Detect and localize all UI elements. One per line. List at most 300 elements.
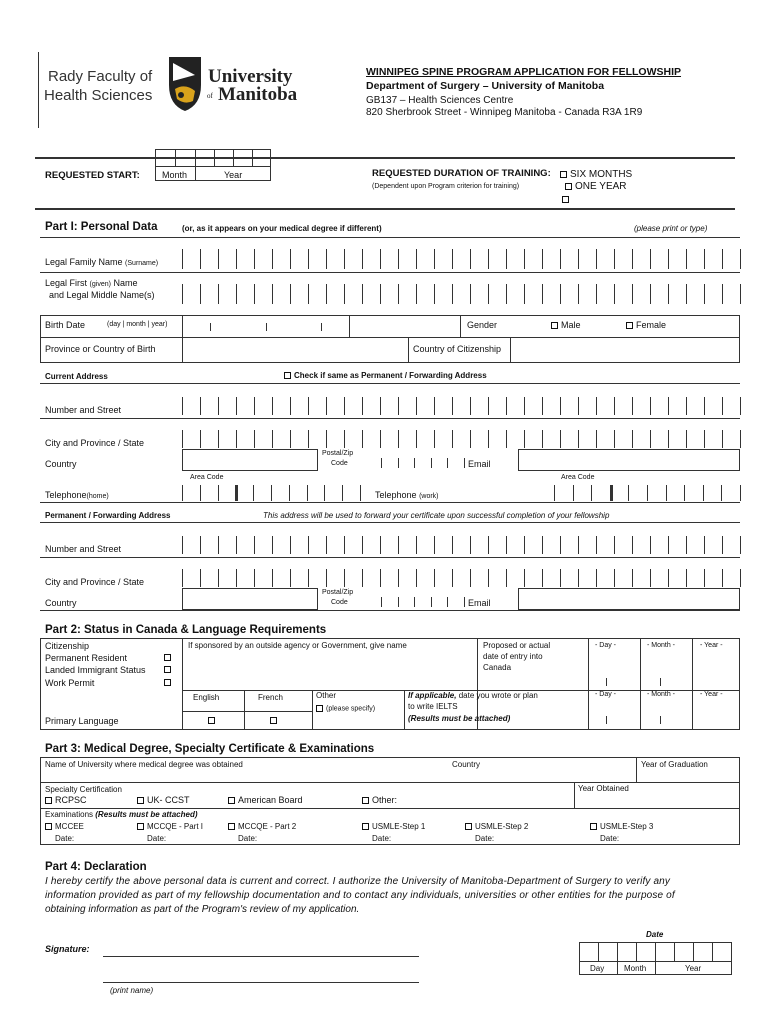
char-tick xyxy=(668,536,669,554)
char-tick xyxy=(344,397,345,415)
permanent-resident: Permanent Resident xyxy=(45,653,128,663)
char-tick xyxy=(254,536,255,554)
char-tick xyxy=(434,536,435,554)
char-tick xyxy=(596,249,597,269)
char-tick xyxy=(632,249,633,269)
char-tick xyxy=(488,397,489,415)
char-tick xyxy=(596,397,597,415)
current-country-field[interactable] xyxy=(182,449,318,471)
char-tick xyxy=(647,485,648,501)
first-label-text: Legal First xyxy=(45,278,88,288)
char-tick xyxy=(488,249,489,269)
mccqe1-label: MCCQE - Part I xyxy=(147,822,204,831)
char-tick xyxy=(578,569,579,587)
char-tick xyxy=(272,249,273,269)
checkbox-icon[interactable] xyxy=(137,823,144,830)
char-tick xyxy=(308,569,309,587)
char-tick xyxy=(414,597,415,607)
ukccst-option[interactable] xyxy=(137,795,190,805)
char-tick xyxy=(362,536,363,554)
char-tick xyxy=(272,284,273,304)
gender-label: Gender xyxy=(467,320,498,330)
char-tick xyxy=(470,536,471,554)
one-year-label: ONE YEAR xyxy=(575,181,627,192)
work-permit-checkbox[interactable] xyxy=(164,679,171,686)
char-tick xyxy=(326,430,327,448)
char-tick xyxy=(578,536,579,554)
permanent-resident-checkbox[interactable] xyxy=(164,654,171,661)
char-tick xyxy=(290,249,291,269)
char-tick xyxy=(344,284,345,304)
char-tick xyxy=(434,430,435,448)
char-tick xyxy=(686,397,687,415)
char-tick xyxy=(614,569,615,587)
current-street-label: Number and Street xyxy=(45,405,122,415)
work-note: (work) xyxy=(419,493,439,500)
primary-language: Primary Language xyxy=(45,716,119,726)
rule xyxy=(35,157,735,159)
char-tick xyxy=(254,569,255,587)
telephone-home-label xyxy=(45,490,109,501)
year-label: Year xyxy=(224,170,243,180)
char-tick xyxy=(253,485,254,501)
part4-title: Part 4: Declaration xyxy=(45,861,147,873)
char-tick xyxy=(416,569,417,587)
char-tick xyxy=(200,249,201,269)
char-tick xyxy=(326,397,327,415)
perm-country-field[interactable] xyxy=(182,588,318,610)
checkbox-icon[interactable] xyxy=(228,797,235,804)
part2-box xyxy=(40,638,740,730)
ukccst-label: UK- CCST xyxy=(147,795,190,805)
char-tick xyxy=(632,430,633,448)
char-tick xyxy=(542,397,543,415)
landed-immigrant-checkbox[interactable] xyxy=(164,666,171,673)
char-tick xyxy=(628,485,629,501)
char-tick xyxy=(324,485,325,501)
char-tick xyxy=(380,430,381,448)
char-tick xyxy=(342,485,343,501)
checkbox-icon[interactable] xyxy=(137,797,144,804)
char-tick xyxy=(452,397,453,415)
char-tick xyxy=(452,430,453,448)
duration-label: REQUESTED DURATION OF TRAINING: xyxy=(372,168,551,179)
char-tick xyxy=(381,458,382,468)
char-tick xyxy=(506,249,507,269)
char-tick xyxy=(452,536,453,554)
char-tick xyxy=(578,430,579,448)
char-tick xyxy=(200,485,201,501)
signature-line[interactable] xyxy=(103,956,419,957)
rcpsc-option[interactable] xyxy=(45,795,87,805)
char-tick xyxy=(380,536,381,554)
char-tick xyxy=(524,569,525,587)
char-tick xyxy=(470,249,471,269)
checkbox-icon[interactable] xyxy=(590,823,597,830)
char-tick xyxy=(416,430,417,448)
family-name-label xyxy=(45,257,158,268)
address-line-2: 820 Sherbrook Street - Winnipeg Manitoba - Canada R3A 1R9 xyxy=(366,107,643,118)
char-tick xyxy=(704,569,705,587)
char-tick xyxy=(452,284,453,304)
char-tick xyxy=(290,284,291,304)
specify-label: (please specify) xyxy=(326,705,376,713)
checkbox-icon[interactable] xyxy=(565,183,572,190)
char-tick xyxy=(398,284,399,304)
char-tick xyxy=(200,284,201,304)
mccee-label: MCCEE xyxy=(55,822,84,831)
char-tick xyxy=(470,430,471,448)
university-wordmark-2: Manitoba xyxy=(218,84,298,105)
duration-note: (Dependent upon Program criterion for training) xyxy=(372,183,520,190)
month-label-2: Month xyxy=(624,964,647,973)
char-tick xyxy=(614,430,615,448)
citizenship-status: Citizenship xyxy=(45,641,90,651)
checkbox-icon[interactable] xyxy=(560,171,567,178)
char-tick xyxy=(447,458,448,468)
char-tick xyxy=(596,569,597,587)
option-six-months[interactable] xyxy=(560,169,632,181)
mccqe2-label: MCCQE - Part 2 xyxy=(238,822,297,831)
char-tick xyxy=(506,397,507,415)
char-tick xyxy=(740,569,741,587)
char-tick xyxy=(632,397,633,415)
char-tick xyxy=(182,249,183,269)
proposed-3: Canada xyxy=(483,663,512,672)
char-tick xyxy=(506,284,507,304)
char-tick xyxy=(722,536,723,554)
char-tick xyxy=(721,485,722,501)
checkbox-icon[interactable] xyxy=(228,823,235,830)
char-tick xyxy=(308,397,309,415)
char-tick xyxy=(524,430,525,448)
citizenship-label: Country of Citizenship xyxy=(413,344,502,354)
current-postal-label: Postal/Zip xyxy=(322,450,354,457)
checkbox-icon[interactable] xyxy=(362,797,369,804)
six-months-label: SIX MONTHS xyxy=(570,169,633,180)
exam-mccqe-2[interactable] xyxy=(228,822,296,831)
char-tick xyxy=(416,284,417,304)
rcpsc-label: RCPSC xyxy=(55,795,87,805)
char-tick xyxy=(578,284,579,304)
print-name-line[interactable] xyxy=(103,982,419,983)
rule xyxy=(35,208,735,210)
char-tick xyxy=(236,249,237,269)
english-checkbox[interactable] xyxy=(208,717,215,724)
char-tick xyxy=(542,249,543,269)
tel-text: Telephone xyxy=(45,490,87,500)
char-tick xyxy=(254,284,255,304)
university-wordmark-1: University xyxy=(208,66,293,87)
tel-text: Telephone xyxy=(375,490,417,500)
checkbox-icon[interactable] xyxy=(284,372,291,379)
home-note: (home) xyxy=(86,493,109,500)
char-tick xyxy=(182,536,183,554)
char-tick xyxy=(740,430,741,448)
char-tick xyxy=(218,485,219,501)
char-tick xyxy=(668,569,669,587)
month-header: - Month - xyxy=(647,642,676,649)
date-mccee: Date: xyxy=(55,834,75,843)
french-checkbox[interactable] xyxy=(270,717,277,724)
exam-mccee[interactable] xyxy=(45,822,84,831)
permanent-address-title: Permanent / Forwarding Address xyxy=(45,511,171,520)
other-label: Other xyxy=(316,691,337,700)
char-tick xyxy=(290,397,291,415)
day-label: Day xyxy=(590,964,605,973)
first-name-label xyxy=(45,278,137,289)
month-header-2: - Month - xyxy=(647,691,676,698)
char-tick xyxy=(218,536,219,554)
char-tick xyxy=(326,536,327,554)
char-tick xyxy=(235,485,238,501)
char-tick xyxy=(542,569,543,587)
char-tick xyxy=(381,597,382,607)
ielts-line-3: (Results must be attached) xyxy=(408,714,511,723)
char-tick xyxy=(650,397,651,415)
exam-mccqe-1[interactable] xyxy=(137,822,203,831)
char-tick xyxy=(254,430,255,448)
char-tick xyxy=(272,430,273,448)
exam-usmle-3[interactable] xyxy=(590,822,653,831)
char-tick xyxy=(591,485,592,501)
char-tick xyxy=(360,485,361,501)
char-tick xyxy=(452,249,453,269)
char-tick xyxy=(307,485,308,501)
university-label: Name of University where medical degree was obtained xyxy=(45,760,243,769)
char-tick xyxy=(182,284,183,304)
perm-email-field[interactable] xyxy=(518,588,740,610)
header-divider xyxy=(38,52,39,128)
char-tick xyxy=(614,284,615,304)
char-tick xyxy=(650,430,651,448)
perm-country-label: Country xyxy=(45,598,77,608)
char-tick xyxy=(200,397,201,415)
current-email-label: Email xyxy=(468,459,491,469)
gender-female[interactable] xyxy=(626,320,666,330)
gender-male[interactable] xyxy=(551,320,581,330)
english-label: English xyxy=(193,693,220,702)
char-tick xyxy=(380,569,381,587)
usmle3-label: USMLE-Step 3 xyxy=(600,822,654,831)
sponsor-label: If sponsored by an outside agency or Government, give name xyxy=(188,641,407,650)
char-tick xyxy=(542,284,543,304)
char-tick xyxy=(344,430,345,448)
char-tick xyxy=(488,536,489,554)
char-tick xyxy=(398,397,399,415)
option-blank-checkbox[interactable] xyxy=(562,196,569,203)
char-tick xyxy=(236,284,237,304)
char-tick xyxy=(398,597,399,607)
department: Department of Surgery – University of Manitoba xyxy=(366,80,605,92)
char-tick xyxy=(398,458,399,468)
char-tick xyxy=(704,249,705,269)
current-email-field[interactable] xyxy=(518,449,740,471)
char-tick xyxy=(414,458,415,468)
exam-usmle-1[interactable] xyxy=(362,822,425,831)
checkbox-icon[interactable] xyxy=(316,705,323,712)
perm-postal-code: Code xyxy=(331,599,348,606)
char-tick xyxy=(344,569,345,587)
char-tick xyxy=(704,536,705,554)
graduation-label: Year of Graduation xyxy=(641,760,708,769)
date-usmle-2: Date: xyxy=(475,834,495,843)
checkbox-icon[interactable] xyxy=(465,823,472,830)
char-tick xyxy=(596,536,597,554)
print-name-label: (print name) xyxy=(110,986,154,995)
ielts-line-1 xyxy=(408,691,538,700)
country-label: Country xyxy=(452,760,481,769)
char-tick xyxy=(434,569,435,587)
char-tick xyxy=(380,284,381,304)
char-tick xyxy=(560,536,561,554)
other-spec-option[interactable] xyxy=(362,795,397,805)
day-header: - Day - xyxy=(595,642,616,649)
month-label: Month xyxy=(162,170,188,180)
char-tick xyxy=(200,536,201,554)
print-note: (please print or type) xyxy=(634,224,708,233)
char-tick xyxy=(596,284,597,304)
current-address-title: Current Address xyxy=(45,372,108,381)
birth-date-label: Birth Date xyxy=(45,320,86,330)
option-one-year[interactable] xyxy=(565,181,627,193)
char-tick xyxy=(290,536,291,554)
char-tick xyxy=(488,284,489,304)
current-postal-code: Code xyxy=(331,460,348,467)
char-tick xyxy=(362,569,363,587)
char-tick xyxy=(416,249,417,269)
char-tick xyxy=(560,430,561,448)
middle-name-label: and Legal Middle Name(s) xyxy=(49,290,155,300)
char-tick xyxy=(326,249,327,269)
declaration-line-3: obtaining information as part of the Program's review of my application. xyxy=(45,904,360,915)
part1-title: Part I: Personal Data xyxy=(45,221,158,233)
faculty-name: Rady Faculty of xyxy=(48,68,153,85)
char-tick xyxy=(578,249,579,269)
char-tick xyxy=(686,569,687,587)
date-label: Date xyxy=(646,930,664,939)
char-tick xyxy=(254,397,255,415)
requested-start-label: REQUESTED START: xyxy=(45,170,140,181)
work-permit: Work Permit xyxy=(45,678,95,688)
exam-usmle-2[interactable] xyxy=(465,822,528,831)
char-tick xyxy=(200,430,201,448)
char-tick xyxy=(704,430,705,448)
char-tick xyxy=(632,536,633,554)
char-tick xyxy=(524,536,525,554)
area-code-label-2: Area Code xyxy=(561,474,595,481)
char-tick xyxy=(182,397,183,415)
char-tick xyxy=(431,597,432,607)
char-tick xyxy=(666,485,667,501)
ielts-text: date you wrote or plan xyxy=(456,691,538,700)
char-tick xyxy=(684,485,685,501)
char-tick xyxy=(488,430,489,448)
char-tick xyxy=(362,397,363,415)
char-tick xyxy=(464,597,465,607)
char-tick xyxy=(542,536,543,554)
surname-note: (Surname) xyxy=(125,260,159,267)
char-tick xyxy=(722,284,723,304)
char-tick xyxy=(416,536,417,554)
char-tick xyxy=(704,284,705,304)
char-tick xyxy=(560,397,561,415)
char-tick xyxy=(452,569,453,587)
char-tick xyxy=(326,569,327,587)
year-obtained-label: Year Obtained xyxy=(578,784,629,793)
checkbox-icon[interactable] xyxy=(551,322,558,329)
checkbox-icon[interactable] xyxy=(45,823,52,830)
char-tick xyxy=(182,430,183,448)
char-tick xyxy=(668,397,669,415)
char-tick xyxy=(554,485,555,501)
date-usmle-3: Date: xyxy=(600,834,620,843)
checkbox-icon[interactable] xyxy=(45,797,52,804)
usmle1-label: USMLE-Step 1 xyxy=(372,822,426,831)
char-tick xyxy=(218,284,219,304)
male-label: Male xyxy=(561,320,581,330)
perm-street-label: Number and Street xyxy=(45,544,122,554)
char-tick xyxy=(236,430,237,448)
declaration-line-2: information provided as part of my fellowship documentation and to contact any individuals, universities or other entities for the purpose of xyxy=(45,890,675,901)
char-tick xyxy=(272,536,273,554)
province-birth-label: Province or Country of Birth xyxy=(45,344,156,354)
checkbox-icon[interactable] xyxy=(626,322,633,329)
char-tick xyxy=(434,249,435,269)
female-label: Female xyxy=(636,320,667,330)
given-note: (given) xyxy=(89,281,111,288)
same-as-permanent[interactable] xyxy=(284,371,487,380)
signature-label: Signature: xyxy=(45,944,90,954)
char-tick xyxy=(596,430,597,448)
char-tick xyxy=(290,569,291,587)
char-tick xyxy=(308,249,309,269)
char-tick xyxy=(434,397,435,415)
char-tick xyxy=(740,249,741,269)
char-tick xyxy=(650,284,651,304)
char-tick xyxy=(560,569,561,587)
date-usmle-1: Date: xyxy=(372,834,392,843)
char-tick xyxy=(668,249,669,269)
char-tick xyxy=(431,458,432,468)
char-tick xyxy=(650,536,651,554)
char-tick xyxy=(380,397,381,415)
char-tick xyxy=(614,249,615,269)
char-tick xyxy=(218,249,219,269)
results-note: (Results must be attached) xyxy=(95,810,198,819)
same-as-label: Check if same as Permanent / Forwarding Address xyxy=(294,371,487,380)
part2-title: Part 2: Status in Canada & Language Requirements xyxy=(45,624,327,636)
other-spec-label: Other: xyxy=(372,795,398,805)
char-tick xyxy=(573,485,574,501)
char-tick xyxy=(236,569,237,587)
american-board-option[interactable] xyxy=(228,795,303,805)
other-specify[interactable] xyxy=(316,705,375,713)
char-tick xyxy=(182,485,183,501)
char-tick xyxy=(271,485,272,501)
date-mccqe-2: Date: xyxy=(238,834,258,843)
char-tick xyxy=(632,569,633,587)
current-city-label: City and Province / State xyxy=(45,438,145,448)
char-tick xyxy=(254,249,255,269)
perm-email-label: Email xyxy=(468,598,491,608)
checkbox-icon[interactable] xyxy=(362,823,369,830)
char-tick xyxy=(722,397,723,415)
char-tick xyxy=(362,249,363,269)
area-code-label: Area Code xyxy=(190,474,224,481)
char-tick xyxy=(650,569,651,587)
landed-immigrant: Landed Immigrant Status xyxy=(45,665,146,675)
